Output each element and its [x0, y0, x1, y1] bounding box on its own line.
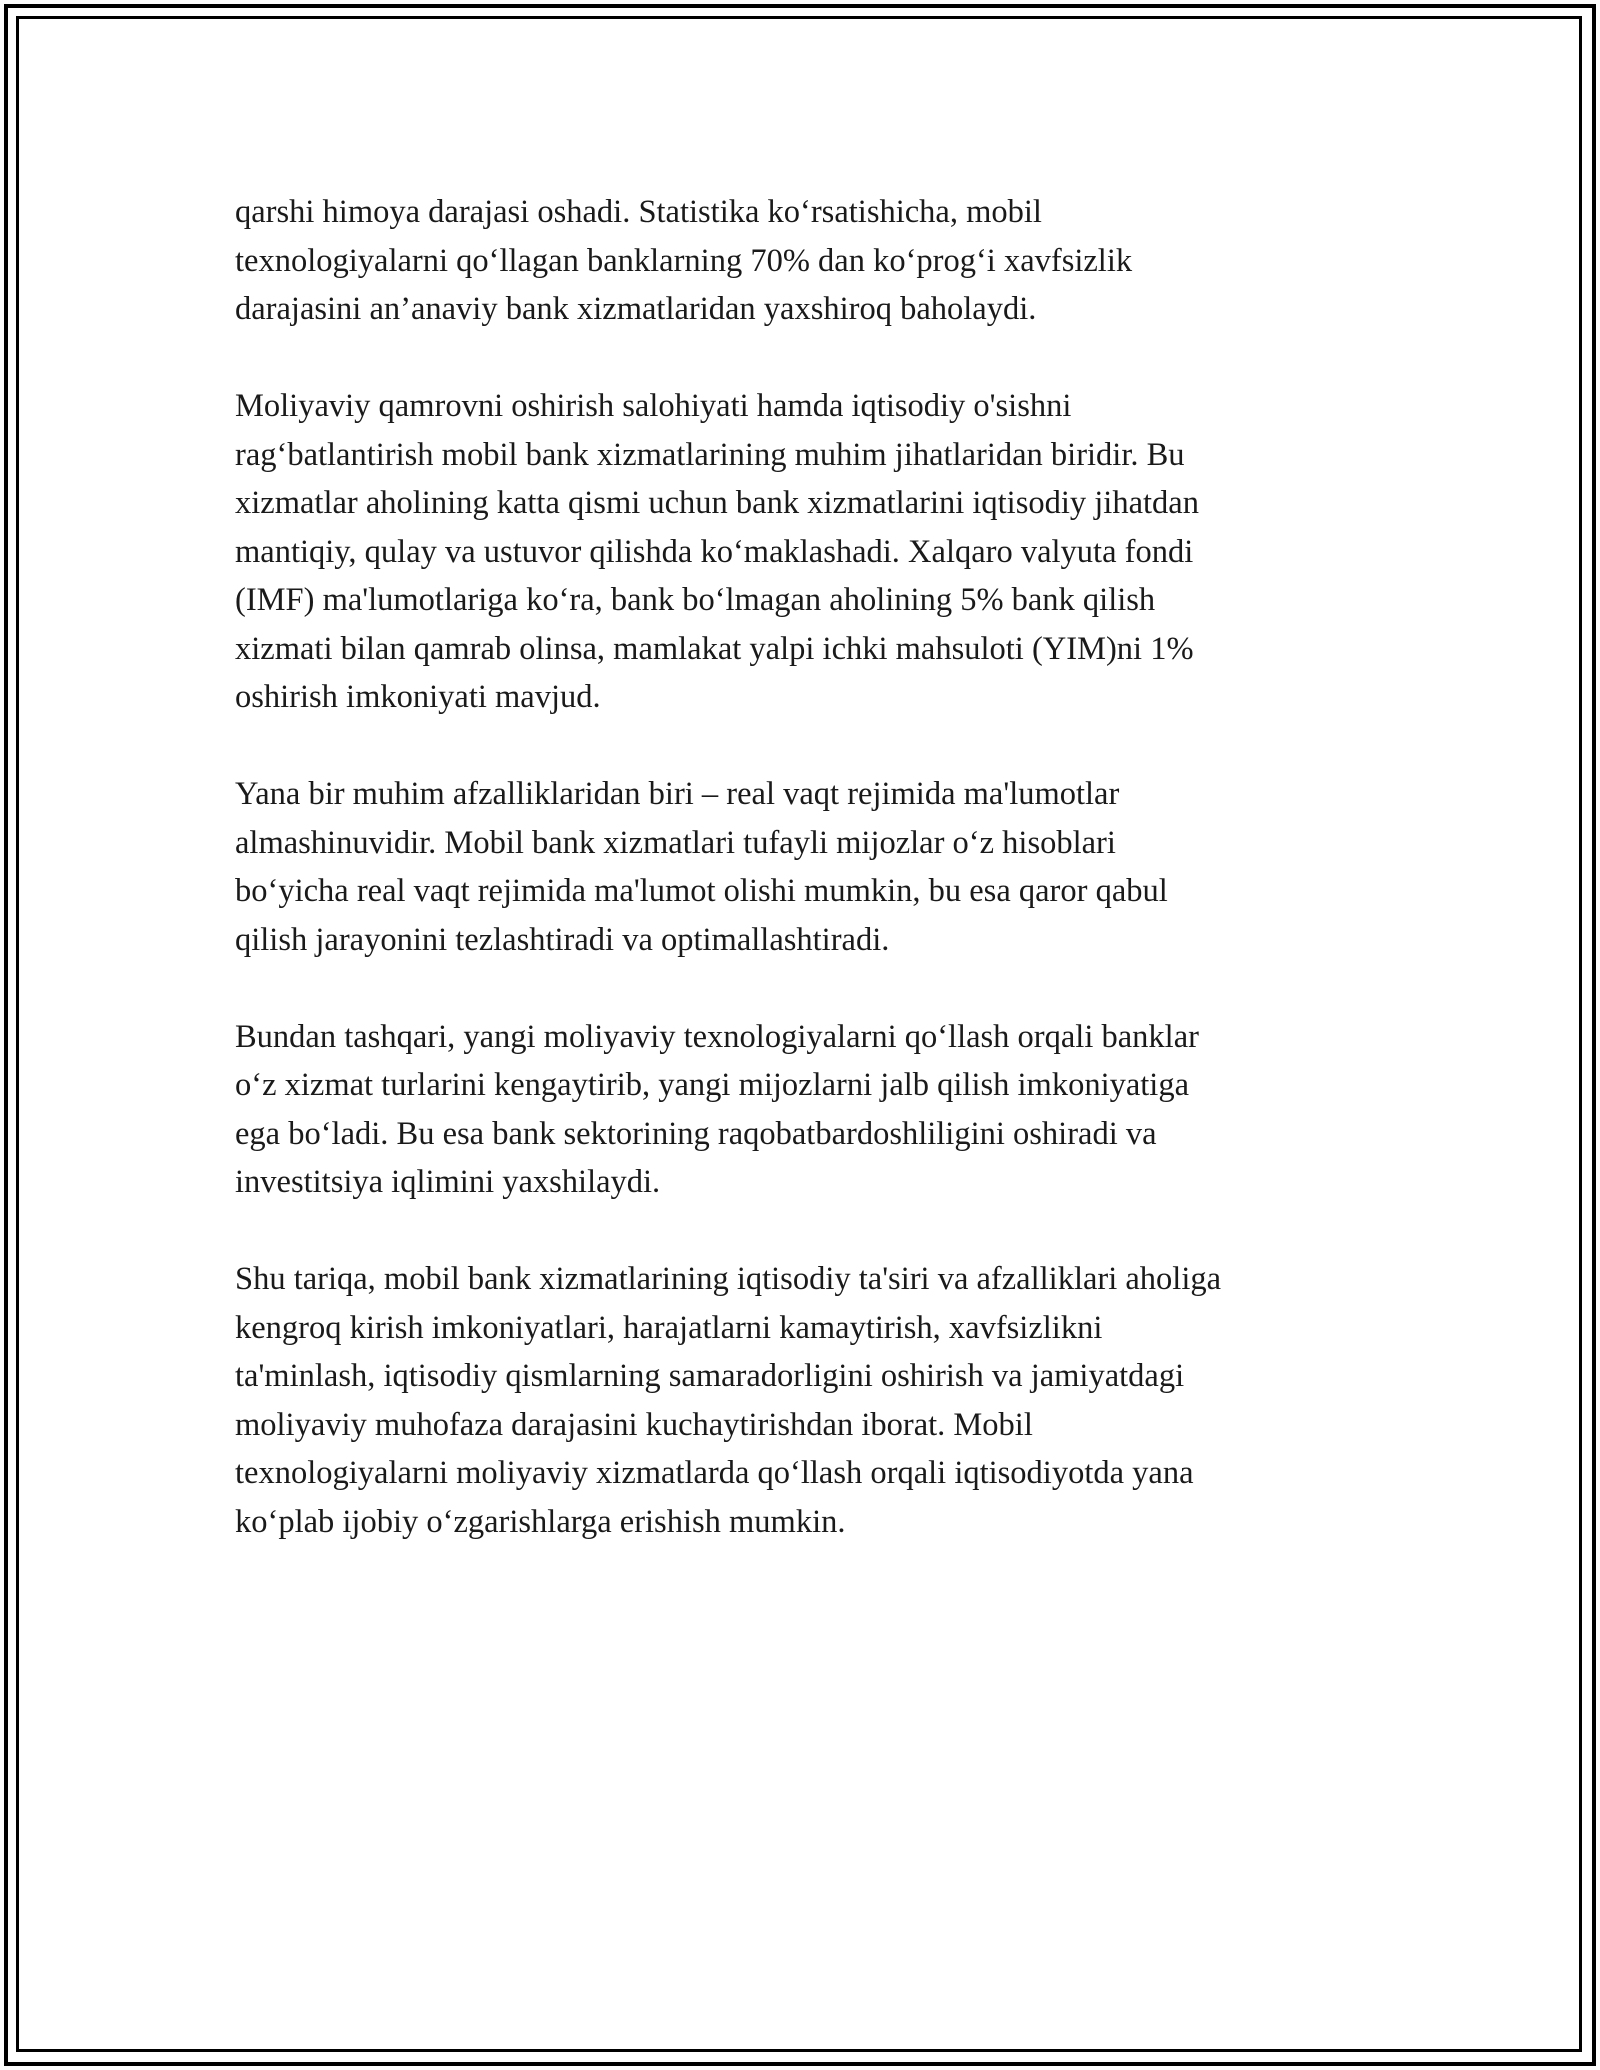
text-line: (IMF) ma'lumotlariga koʻra, bank boʻlmagan aholining 5% bank qilish — [235, 582, 1156, 618]
text-line: oʻz xizmat turlarini kengaytirib, yangi mijozlarni jalb qilish imkoniyatiga — [235, 1067, 1190, 1103]
text-line: texnologiyalarni moliyaviy xizmatlarda qoʻllash orqali iqtisodiyotda yana — [235, 1455, 1194, 1491]
paragraph-1 — [235, 188, 1365, 334]
document-body — [235, 188, 1365, 1595]
paragraph-2 — [235, 382, 1365, 722]
text-line: texnologiyalarni qoʻllagan banklarning 70% dan koʻprogʻi xavfsizlik — [235, 242, 1133, 279]
text-line: Bundan tashqari, yangi moliyaviy texnologiyalarni qoʻllash orqali banklar — [235, 1018, 1199, 1055]
text-line: xizmatlar aholining katta qismi uchun bank xizmatlarini iqtisodiy jihatdan — [235, 485, 1199, 521]
text-line: moliyaviy muhofaza darajasini kuchaytirishdan iborat. Mobil — [235, 1406, 1033, 1443]
paragraph-4 — [235, 1013, 1365, 1207]
text-line: ega boʻladi. Bu esa bank sektorining raqobatbardoshliligini oshiradi va — [235, 1115, 1157, 1152]
text-line: qilish jarayonini tezlashtiradi va optimallashtiradi. — [235, 921, 890, 958]
text-line: koʻplab ijobiy oʻzgarishlarga erishish mumkin. — [235, 1503, 846, 1540]
text-line: mantiqiy, qulay va ustuvor qilishda koʻmaklashadi. Xalqaro valyuta fondi — [235, 533, 1194, 570]
text-line: darajasini an’anaviy bank xizmatlaridan yaxshiroq baholaydi. — [235, 291, 1037, 327]
paragraph-3 — [235, 770, 1365, 964]
text-line: Moliyaviy qamrovni oshirish salohiyati hamda iqtisodiy o'sishni — [235, 388, 1072, 424]
text-line: xizmati bilan qamrab olinsa, mamlakat yalpi ichki mahsuloti (YIM)ni 1% — [235, 630, 1194, 667]
text-line: ragʻbatlantirish mobil bank xizmatlarining muhim jihatlaridan biridir. Bu — [235, 436, 1185, 473]
text-line: Yana bir muhim afzalliklaridan biri – real vaqt rejimida ma'lumotlar — [235, 776, 1120, 812]
paragraph-5 — [235, 1255, 1365, 1546]
text-line: kengroq kirish imkoniyatlari, harajatlarni kamaytirish, xavfsizlikni — [235, 1309, 1103, 1346]
text-line: boʻyicha real vaqt rejimida ma'lumot olishi mumkin, bu esa qaror qabul — [235, 873, 1168, 909]
text-line: investitsiya iqlimini yaxshilaydi. — [235, 1164, 661, 1200]
text-line: qarshi himoya darajasi oshadi. Statistika koʻrsatishicha, mobil — [235, 194, 1042, 230]
text-line: almashinuvidir. Mobil bank xizmatlari tufayli mijozlar oʻz hisoblari — [235, 824, 1116, 861]
text-line: ta'minlash, iqtisodiy qismlarning samaradorligini oshirish va jamiyatdagi — [235, 1358, 1185, 1394]
text-line: oshirish imkoniyati mavjud. — [235, 679, 601, 715]
text-line: Shu tariqa, mobil bank xizmatlarining iqtisodiy ta'siri va afzalliklari aholiga — [235, 1261, 1222, 1297]
